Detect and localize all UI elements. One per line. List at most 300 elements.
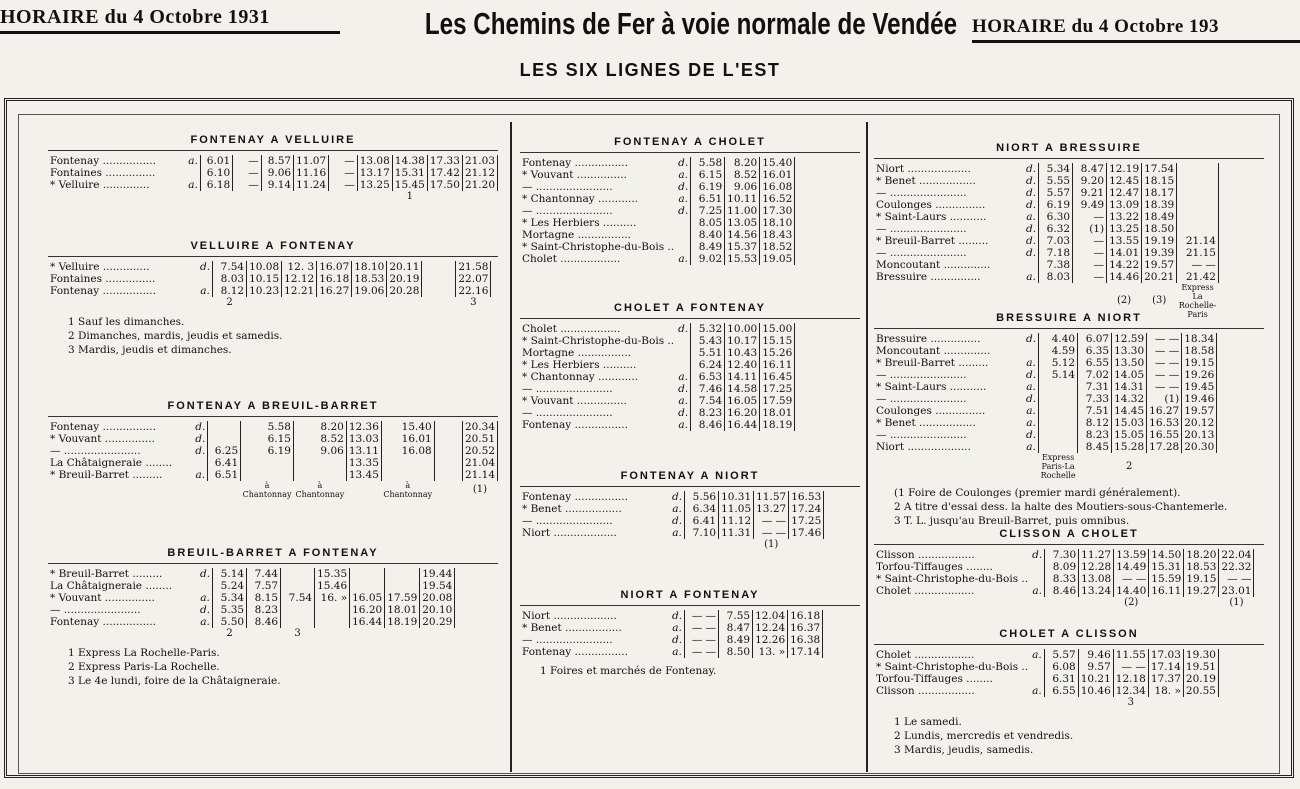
arrival-departure-mark: a. (676, 419, 691, 431)
timetable-row (874, 405, 1217, 417)
time-cell: 8.49 (719, 634, 753, 646)
timetable-row (48, 568, 455, 580)
time-cell: 7.10 (685, 527, 719, 539)
station-name: * Les Herbiers .......... (522, 359, 637, 371)
time-cell: 19.05 (760, 253, 795, 265)
time-cell (434, 457, 462, 469)
time-cell: 15.00 (760, 323, 795, 335)
time-cell: 14.50 (1149, 549, 1184, 561)
time-cell: 16.18 (788, 610, 823, 622)
time-cell: — — (1147, 369, 1182, 381)
time-cell: 21.03 (462, 155, 497, 167)
time-cell: 5.35 (213, 604, 247, 616)
time-cell (281, 580, 315, 592)
time-cell: 16.20 (350, 604, 385, 616)
timetable-row (520, 634, 823, 646)
footnotes (48, 646, 498, 688)
time-cell: 17.54 (1142, 163, 1177, 175)
footnote-ref (1182, 453, 1217, 480)
station-name: * Breuil-Barret ......... (876, 235, 989, 247)
time-cell: — (1073, 271, 1107, 283)
time-cell: 14.46 (1107, 271, 1142, 283)
time-cell: 16.27 (317, 285, 352, 297)
arrival-departure-mark: a. (1030, 685, 1044, 697)
time-cell: 20.12 (1182, 417, 1217, 429)
timetable-section (48, 543, 498, 688)
station-name: * Chantonnay ............ (522, 371, 639, 383)
footnote: 3 T. L. jusqu'au Breuil-Barret, puis omnibus. (894, 515, 1130, 527)
time-cell: 22.32 (1219, 561, 1254, 573)
arrival-departure-mark: d. (193, 421, 208, 433)
time-cell: 18.52 (760, 241, 795, 253)
station-name: Niort ................... (876, 441, 971, 453)
arrival-departure-mark: a. (670, 503, 685, 515)
time-cell: 18.50 (1142, 223, 1177, 235)
station-name: — ....................... (522, 181, 613, 193)
section-title: CHOLET A FONTENAY (520, 298, 860, 319)
time-cell: 12.26 (753, 634, 788, 646)
timetable-row (874, 369, 1217, 381)
arrival-departure-mark: d. (676, 383, 691, 395)
footnote-ref (346, 481, 381, 499)
time-cell: — — (685, 622, 719, 634)
time-cell: 5.14 (1039, 369, 1078, 381)
timetable-section (520, 466, 860, 551)
time-cell: 14.45 (1112, 405, 1147, 417)
time-cell: 18.19 (385, 616, 420, 628)
reference-row (874, 453, 1217, 480)
section-title: NIORT A BRESSUIRE (874, 138, 1264, 159)
arrival-departure-mark: a. (670, 527, 685, 539)
station-name: Fontenay ................ (50, 155, 156, 167)
time-cell: 18.01 (385, 604, 420, 616)
time-cell: 20.19 (1183, 673, 1218, 685)
time-cell: 16.53 (789, 491, 824, 503)
time-cell: 19.57 (1182, 405, 1217, 417)
time-cell: 10.46 (1078, 685, 1113, 697)
arrival-departure-mark: d. (670, 634, 685, 646)
time-cell: — (1073, 259, 1107, 271)
arrival-departure-mark: d. (670, 491, 685, 503)
time-cell: 12. 3 (282, 261, 317, 273)
time-cell: 5.57 (1044, 649, 1078, 661)
footnote-ref (685, 539, 719, 551)
timetable-row (520, 515, 824, 527)
arrival-departure-mark: d. (198, 604, 213, 616)
time-cell: — — (1219, 573, 1254, 585)
station-name: * Breuil-Barret ......... (50, 469, 163, 481)
time-cell: 12.34 (1113, 685, 1148, 697)
time-cell: 5.34 (1039, 163, 1073, 175)
time-cell: 18.39 (1142, 199, 1177, 211)
time-cell (208, 433, 241, 445)
station-name: Niort ................... (522, 610, 617, 622)
time-cell: 20.55 (1183, 685, 1218, 697)
arrival-departure-mark (1030, 673, 1044, 685)
footnote: 2 Express Paris-La Rochelle. (68, 661, 220, 673)
time-cell: 6.30 (1039, 211, 1073, 223)
timetable-row (874, 393, 1217, 405)
time-cell: 11.55 (1113, 649, 1148, 661)
station-name: — ....................... (522, 205, 613, 217)
time-cell: 4.59 (1039, 345, 1078, 357)
arrival-departure-mark (676, 229, 691, 241)
time-cell: 9.57 (1078, 661, 1113, 673)
time-cell: 8.15 (247, 592, 281, 604)
time-cell: 7.54 (691, 395, 725, 407)
time-cell: 17.25 (760, 383, 795, 395)
arrival-departure-mark (1024, 259, 1039, 271)
footnote: 2 Lundis, mercredis et vendredis. (894, 730, 1074, 742)
arrival-departure-mark: d. (1024, 163, 1039, 175)
time-cell: 18.15 (1142, 175, 1177, 187)
station-name: Fontenay ................ (50, 285, 156, 297)
time-cell: 21.12 (462, 167, 497, 179)
footnote-ref (420, 628, 455, 640)
time-cell: 7.33 (1078, 393, 1112, 405)
time-cell: — (329, 179, 358, 191)
time-cell: 13.11 (346, 445, 381, 457)
time-cell: — (233, 179, 262, 191)
header-left: HORAIRE du 4 Octobre 1931 (0, 6, 340, 34)
time-cell: — — (1147, 333, 1182, 345)
time-cell: 10.23 (247, 285, 282, 297)
arrival-departure-mark (1024, 345, 1039, 357)
time-cell: 13.03 (346, 433, 381, 445)
station-name: Bressuire ............... (876, 271, 981, 283)
footnote-ref (434, 481, 462, 499)
timetable-row (48, 421, 498, 433)
station-name: Coulonges ............... (876, 405, 986, 417)
time-cell: 6.01 (200, 155, 232, 167)
footnote-ref: 1 (406, 191, 413, 202)
time-cell (350, 580, 385, 592)
header-right: HORAIRE du 4 Octobre 193 (972, 16, 1300, 43)
timetable-row (520, 622, 823, 634)
time-cell: 16.52 (760, 193, 795, 205)
station-name: Fontenay ................ (50, 421, 156, 433)
time-cell: 19.27 (1184, 585, 1219, 597)
time-cell: 20.34 (462, 421, 497, 433)
footnote-ref (317, 297, 352, 309)
time-cell: 5.14 (213, 568, 247, 580)
station-name: * Vouvant ............... (522, 169, 627, 181)
time-cell: 16.38 (788, 634, 823, 646)
time-cell: 19.06 (352, 285, 387, 297)
time-cell (385, 568, 420, 580)
time-cell: 20.19 (387, 273, 422, 285)
timetable-row (520, 335, 795, 347)
timetable (520, 491, 824, 551)
time-cell: 7.57 (247, 580, 281, 592)
footnote-ref: (2) (1117, 295, 1132, 306)
timetable (520, 323, 795, 431)
section-title: CHOLET A CLISSON (874, 624, 1264, 645)
time-cell: 16.45 (760, 371, 795, 383)
time-cell (422, 273, 456, 285)
time-cell: 19.54 (420, 580, 455, 592)
footnote-ref (357, 191, 392, 203)
time-cell: 12.40 (725, 359, 760, 371)
timetable-row (874, 357, 1217, 369)
timetable-row (48, 285, 491, 297)
time-cell: 19.46 (1182, 393, 1217, 405)
time-cell: 17.30 (760, 205, 795, 217)
footnote-ref (1078, 697, 1113, 709)
time-cell: 6.19 (1039, 199, 1073, 211)
time-cell: 11.27 (1079, 549, 1114, 561)
station-name: * Benet ................. (522, 622, 622, 634)
time-cell: 5.55 (1039, 175, 1073, 187)
time-cell: 10.21 (1078, 673, 1113, 685)
time-cell: 13.24 (1079, 585, 1114, 597)
time-cell: 13.55 (1107, 235, 1142, 247)
arrival-departure-mark: a. (186, 155, 200, 167)
time-cell: 17.25 (789, 515, 824, 527)
time-cell (315, 604, 350, 616)
time-cell: 9.02 (691, 253, 725, 265)
time-cell: 8.52 (293, 433, 346, 445)
footnote-ref (315, 628, 350, 640)
time-cell: 15.53 (725, 253, 760, 265)
arrival-departure-mark: d. (1024, 175, 1039, 187)
arrival-departure-mark: d. (676, 157, 691, 169)
time-cell: 15.37 (725, 241, 760, 253)
time-cell: 7.31 (1078, 381, 1112, 393)
time-cell: 20.28 (387, 285, 422, 297)
footnotes (874, 715, 1264, 757)
time-cell: — — (1177, 259, 1219, 271)
time-cell: 6.24 (691, 359, 725, 371)
sub-title: LES SIX LIGNES DE L'EST (519, 60, 781, 80)
time-cell: 16.05 (350, 592, 385, 604)
time-cell: 16.05 (725, 395, 760, 407)
arrival-departure-mark: d. (676, 407, 691, 419)
time-cell: 6.31 (1044, 673, 1078, 685)
timetable-row (48, 604, 455, 616)
arrival-departure-mark: a. (198, 285, 213, 297)
main-title: Les Chemins de Fer à voie normale de Vendée (424, 6, 958, 41)
timetable-row (874, 585, 1254, 597)
time-cell: — — (1147, 345, 1182, 357)
arrival-departure-mark (676, 347, 691, 359)
time-cell: 21.15 (1177, 247, 1219, 259)
footnote: 1 Express La Rochelle-Paris. (68, 647, 220, 659)
timetable-row (520, 217, 795, 229)
station-name: * Saint-Christophe-du-Bois .. (522, 241, 675, 253)
footnote: 3 Mardis, jeudis, samedis. (894, 744, 1034, 756)
timetable (874, 333, 1217, 480)
time-cell: 14.56 (725, 229, 760, 241)
time-cell: 5.34 (213, 592, 247, 604)
section-title: FONTENAY A NIORT (520, 466, 860, 487)
time-cell: — — (754, 527, 789, 539)
arrival-departure-mark: a. (676, 395, 691, 407)
station-name: * Saint-Laurs ........... (876, 381, 987, 393)
time-cell: 15.40 (760, 157, 795, 169)
time-cell: 6.55 (1044, 685, 1078, 697)
arrival-departure-mark: a. (676, 253, 691, 265)
station-name: * Saint-Christophe-du-Bois .. (876, 573, 1029, 585)
timetable-row (48, 580, 455, 592)
station-name: — ....................... (522, 407, 613, 419)
time-cell: 8.09 (1045, 561, 1079, 573)
station-name: * Benet ................. (876, 175, 976, 187)
time-cell: — (233, 167, 262, 179)
time-cell: 14.38 (392, 155, 427, 167)
section-title: VELLUIRE A FONTENAY (48, 236, 498, 257)
timetable-row (874, 441, 1217, 453)
time-cell (293, 469, 346, 481)
timetable-section (48, 130, 498, 203)
time-cell: 5.32 (691, 323, 725, 335)
time-cell: 16.18 (317, 273, 352, 285)
footnote-ref: (1) (1229, 597, 1244, 608)
station-name: — ....................... (876, 223, 967, 235)
time-cell: 12.21 (282, 285, 317, 297)
time-cell: 18.19 (760, 419, 795, 431)
arrival-departure-mark: d. (1024, 187, 1039, 199)
arrival-departure-mark: d. (1024, 333, 1039, 345)
time-cell (315, 616, 350, 628)
column-separator (866, 122, 868, 772)
time-cell: 6.08 (1044, 661, 1078, 673)
reference-row (48, 191, 498, 203)
time-cell: 6.15 (241, 433, 294, 445)
time-cell: — — (685, 610, 719, 622)
arrival-departure-mark: a. (676, 193, 691, 205)
time-cell: 16.20 (725, 407, 760, 419)
time-cell: 5.57 (1039, 187, 1073, 199)
time-cell: 14.40 (1114, 585, 1149, 597)
time-cell: — — (1147, 381, 1182, 393)
footnote-ref: 3 (470, 297, 477, 308)
arrival-departure-mark: d. (1024, 223, 1039, 235)
time-cell: 5.58 (691, 157, 725, 169)
time-cell: 17.28 (1147, 441, 1182, 453)
time-cell (1177, 175, 1219, 187)
arrival-departure-mark: d. (676, 205, 691, 217)
time-cell: 18.10 (760, 217, 795, 229)
timetable-section (874, 138, 1264, 319)
time-cell: 6.18 (200, 179, 232, 191)
time-cell (1039, 441, 1078, 453)
time-cell: 6.34 (685, 503, 719, 515)
time-cell: 13.08 (357, 155, 392, 167)
time-cell: 7.54 (281, 592, 315, 604)
footnote: 2 Dimanches, mardis, jeudis et samedis. (68, 330, 283, 342)
time-cell: 17.14 (788, 646, 823, 658)
time-cell: (1) (1073, 223, 1107, 235)
time-cell: 5.51 (691, 347, 725, 359)
time-cell: 13. » (753, 646, 788, 658)
arrival-departure-mark: d. (193, 445, 208, 457)
footnote: (1 Foire de Coulonges (premier mardi généralement). (894, 487, 1181, 499)
time-cell: 14.31 (1112, 381, 1147, 393)
station-name: — ....................... (522, 383, 613, 395)
time-cell: 20.29 (420, 616, 455, 628)
time-cell: 16.08 (760, 181, 795, 193)
arrival-departure-mark (1030, 573, 1045, 585)
time-cell: 16.08 (381, 445, 434, 457)
time-cell: 19.19 (1142, 235, 1177, 247)
time-cell: — (1073, 211, 1107, 223)
station-name: Fontenay ................ (522, 419, 628, 431)
time-cell: 6.41 (685, 515, 719, 527)
time-cell: 18.34 (1182, 333, 1217, 345)
timetable-row (874, 345, 1217, 357)
time-cell (281, 568, 315, 580)
timetable-section (874, 308, 1264, 528)
footnote: 3 Mardis, jeudis et dimanches. (68, 344, 232, 356)
time-cell: 18.53 (352, 273, 387, 285)
time-cell: 10.43 (725, 347, 760, 359)
timetable-row (48, 273, 491, 285)
footnote-ref (427, 191, 462, 203)
time-cell (1177, 187, 1219, 199)
timetable-row (874, 573, 1254, 585)
time-cell: 17.42 (427, 167, 462, 179)
section-title: FONTENAY A CHOLET (520, 132, 860, 153)
timetable-row (520, 241, 795, 253)
time-cell: 14.22 (1107, 259, 1142, 271)
time-cell: 15.35 (315, 568, 350, 580)
time-cell: 6.35 (1078, 345, 1112, 357)
footnote-ref: à Chantonnay (383, 481, 433, 499)
time-cell: 8.50 (719, 646, 753, 658)
arrival-departure-mark: a. (1024, 211, 1039, 223)
footnotes (48, 315, 498, 357)
arrival-departure-mark (1030, 561, 1045, 573)
arrival-departure-mark: d. (676, 323, 691, 335)
footnote-ref (247, 297, 282, 309)
arrival-departure-mark: d. (1024, 235, 1039, 247)
time-cell (208, 421, 241, 433)
footnote: 1 Foires et marchés de Fontenay. (540, 665, 717, 677)
time-cell: 7.46 (691, 383, 725, 395)
timetable-row (520, 323, 795, 335)
time-cell: — — (1113, 661, 1148, 673)
arrival-departure-mark: d. (198, 568, 213, 580)
timetable-row (874, 187, 1218, 199)
time-cell: 15.26 (760, 347, 795, 359)
footnote-ref (200, 191, 232, 203)
time-cell: 21.42 (1177, 271, 1219, 283)
arrival-departure-mark (193, 457, 208, 469)
time-cell: 13.08 (1079, 573, 1114, 585)
timetable (520, 157, 795, 265)
timetable-row (520, 169, 795, 181)
arrival-departure-mark: d. (1030, 549, 1045, 561)
footnote-ref (1078, 453, 1112, 480)
time-cell: 8.46 (247, 616, 281, 628)
station-name: Fontaines ............... (50, 167, 156, 179)
time-cell: 21.58 (456, 261, 491, 273)
time-cell: 5.43 (691, 335, 725, 347)
time-cell: 9.46 (1078, 649, 1113, 661)
time-cell: 6.32 (1039, 223, 1073, 235)
time-cell (385, 580, 420, 592)
time-cell: 18.20 (1184, 549, 1219, 561)
footnote-ref (233, 191, 262, 203)
timetable (520, 610, 823, 658)
time-cell: 6.55 (1078, 357, 1112, 369)
station-name: — ....................... (876, 393, 967, 405)
footnote: 3 Le 4e lundi, foire de la Châtaigneraie. (68, 675, 281, 687)
station-name: — ....................... (50, 604, 141, 616)
timetable-row (874, 247, 1218, 259)
timetable-row (874, 175, 1218, 187)
